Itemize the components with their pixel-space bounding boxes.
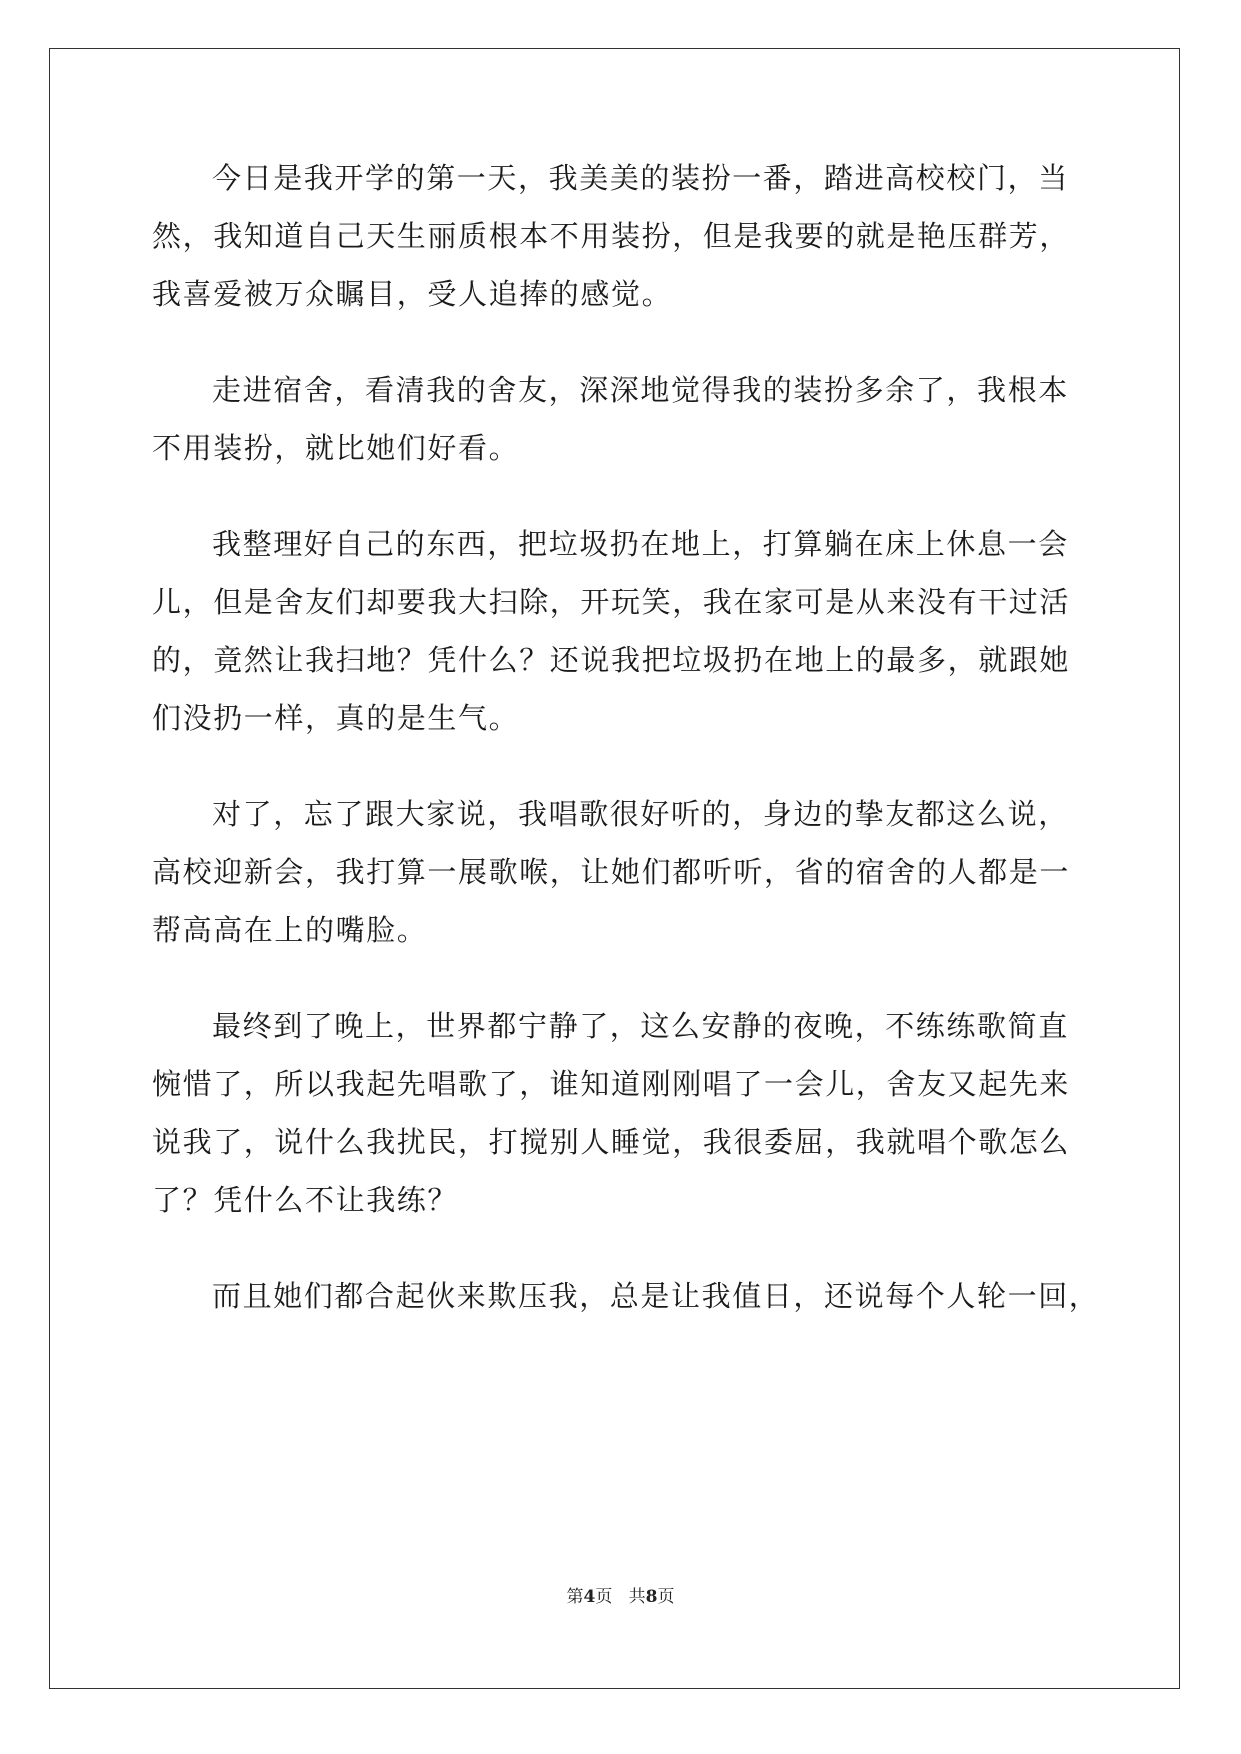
text-line: 最终到了晚上，世界都宁静了，这么安静的夜晚，不练练歌简直 [212,1009,1069,1043]
text-line: 惋惜了，所以我起先唱歌了，谁知道刚刚唱了一会儿，舍友又起先来 [152,1067,1071,1101]
footer-total-prefix: 共 [628,1587,646,1607]
footer-page-suffix: 页 [595,1587,613,1607]
text-line: 帮高高在上的嘴脸。 [152,913,428,947]
footer-prefix: 第 [566,1587,584,1607]
text-line: 对了，忘了跟大家说，我唱歌很好听的，身边的挚友都这么说， [212,797,1069,831]
text-line: 的，竟然让我扫地？凭什么？还说我把垃圾扔在地上的最多，就跟她 [152,643,1071,677]
page-number: 4 [583,1587,596,1607]
text-line: 儿，但是舍友们却要我大扫除，开玩笑，我在家可是从来没有干过活 [152,585,1071,619]
text-line: 说我了，说什么我扰民，打搅别人睡觉，我很委屈，我就唱个歌怎么 [152,1125,1071,1159]
footer-total-suffix: 页 [657,1587,675,1607]
text-line: 我喜爱被万众瞩目，受人追捧的感觉。 [152,277,673,311]
text-line: 而且她们都合起伙来欺压我，总是让我值日，还说每个人轮一回， [212,1279,1100,1313]
text-line: 了？凭什么不让我练？ [152,1183,459,1217]
text-line: 然，我知道自己天生丽质根本不用装扮，但是我要的就是艳压群芳， [152,219,1071,253]
page-footer [0,1582,1241,1607]
text-line: 走进宿舍，看清我的舍友，深深地觉得我的装扮多余了，我根本 [212,373,1069,407]
text-line: 今日是我开学的第一天，我美美的装扮一番，踏进高校校门，当 [212,161,1069,195]
total-pages: 8 [645,1587,658,1607]
text-line: 高校迎新会，我打算一展歌喉，让她们都听听，省的宿舍的人都是一 [152,855,1071,889]
text-line: 我整理好自己的东西，把垃圾扔在地上，打算躺在床上休息一会 [212,527,1069,561]
text-line: 们没扔一样，真的是生气。 [152,701,520,735]
text-line: 不用装扮，就比她们好看。 [152,431,520,465]
